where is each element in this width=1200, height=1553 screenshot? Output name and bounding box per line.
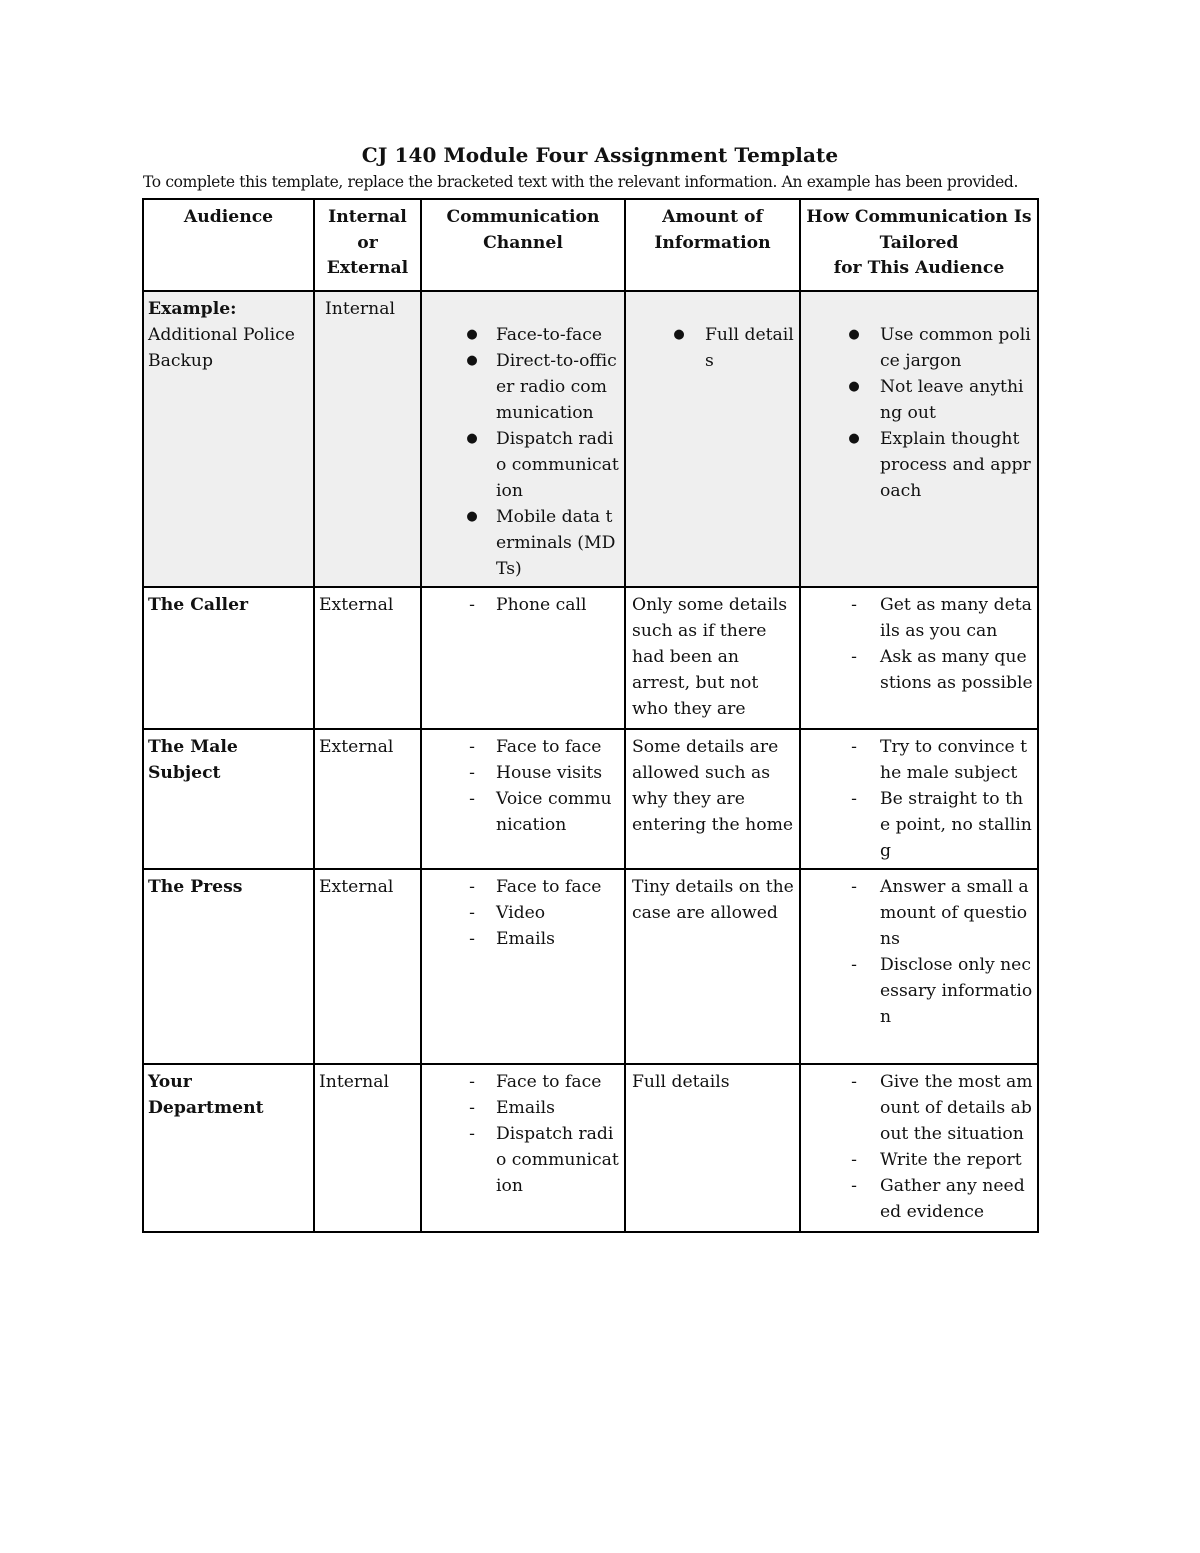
dash-icon: - xyxy=(851,1150,857,1170)
list-item-text: Disclose only necessary information xyxy=(880,955,1033,1027)
list-item xyxy=(426,426,620,504)
list-item xyxy=(805,426,1033,504)
header-amount-of-information: Amount of Information xyxy=(625,199,800,291)
tailored-list xyxy=(805,874,1033,1030)
list-item xyxy=(805,322,1033,374)
list-item-text: Mobile data terminals (MDTs) xyxy=(496,507,616,579)
list-item xyxy=(805,874,1033,952)
amount-cell: Only some details such as if there had been an arrest, but not who they are xyxy=(625,587,800,729)
list-item-text: Ask as many questions as possible xyxy=(880,647,1033,693)
assignment-table xyxy=(142,198,1039,1233)
list-item-text: Use common police jargon xyxy=(880,325,1031,371)
example-audience: Additional Police Backup xyxy=(148,325,295,371)
list-item xyxy=(805,786,1033,864)
table-row xyxy=(143,1064,1038,1232)
dash-icon: - xyxy=(851,1072,857,1092)
list-item-text: Phone call xyxy=(496,595,587,615)
example-amount-list xyxy=(630,322,795,374)
list-item xyxy=(426,1069,620,1095)
list-item-text: Voice communication xyxy=(496,789,612,835)
table-row xyxy=(143,729,1038,869)
list-item xyxy=(426,348,620,426)
list-item-text: Video xyxy=(496,903,546,923)
example-row xyxy=(143,291,1038,587)
header-audience: Audience xyxy=(143,199,314,291)
channel-cell xyxy=(421,587,625,729)
dash-icon: - xyxy=(469,763,475,783)
dash-icon: - xyxy=(469,903,475,923)
channel-list xyxy=(426,734,620,838)
list-item-text: Write the report xyxy=(880,1150,1022,1170)
dash-icon: - xyxy=(469,737,475,757)
list-item xyxy=(630,322,795,374)
list-item-text: Explain thought process and approach xyxy=(880,429,1031,501)
list-item xyxy=(426,504,620,582)
bullet-icon: ● xyxy=(466,353,478,368)
tailored-list xyxy=(805,592,1033,696)
amount-cell: Tiny details on the case are allowed xyxy=(625,869,800,1064)
list-item xyxy=(426,760,620,786)
example-tailored-list xyxy=(805,322,1033,504)
example-label: Example: xyxy=(148,299,237,319)
list-item-text: Dispatch radio communication xyxy=(496,429,619,501)
list-item xyxy=(426,734,620,760)
list-item-text: Be straight to the point, no stalling xyxy=(880,789,1032,861)
list-item xyxy=(426,322,620,348)
bullet-icon: ● xyxy=(848,379,860,394)
tailored-cell xyxy=(800,869,1038,1064)
list-item-text: Face to face xyxy=(496,1072,602,1092)
list-item xyxy=(805,952,1033,1030)
list-item xyxy=(805,644,1033,696)
audience-cell: The Caller xyxy=(143,587,314,729)
bullet-icon: ● xyxy=(466,509,478,524)
list-item-text: Face to face xyxy=(496,877,602,897)
bullet-icon: ● xyxy=(848,431,860,446)
list-item-text: Get as many details as you can xyxy=(880,595,1032,641)
list-item xyxy=(426,1095,620,1121)
list-item-text: Face to face xyxy=(496,737,602,757)
list-item xyxy=(426,786,620,838)
tailored-list xyxy=(805,1069,1033,1225)
tailored-list xyxy=(805,734,1033,864)
internal-external-cell: External xyxy=(314,729,421,869)
internal-external-cell: External xyxy=(314,869,421,1064)
header-communication-channel: Communication Channel xyxy=(421,199,625,291)
list-item xyxy=(805,592,1033,644)
example-tailored-cell xyxy=(800,291,1038,587)
list-item-text: Face-to-face xyxy=(496,325,603,345)
dash-icon: - xyxy=(851,789,857,809)
audience-cell: The Male Subject xyxy=(143,729,314,869)
list-item xyxy=(426,1121,620,1199)
example-channel-list xyxy=(426,322,620,582)
tailored-cell xyxy=(800,1064,1038,1232)
header-internal-external: Internal or External xyxy=(314,199,421,291)
page-title: CJ 140 Module Four Assignment Template xyxy=(361,143,839,167)
dash-icon: - xyxy=(469,1072,475,1092)
list-item xyxy=(426,592,620,618)
list-item-text: Direct-to-officer radio communication xyxy=(496,351,617,423)
list-item-text: House visits xyxy=(496,763,603,783)
channel-cell xyxy=(421,729,625,869)
list-item-text: Not leave anything out xyxy=(880,377,1024,423)
channel-list xyxy=(426,874,620,952)
audience-cell: Your Department xyxy=(143,1064,314,1232)
channel-list xyxy=(426,592,620,618)
tailored-cell xyxy=(800,587,1038,729)
list-item-text: Dispatch radio communication xyxy=(496,1124,619,1196)
amount-cell: Full details xyxy=(625,1064,800,1232)
table-row xyxy=(143,587,1038,729)
dash-icon: - xyxy=(851,595,857,615)
list-item xyxy=(805,1069,1033,1147)
dash-icon: - xyxy=(469,789,475,809)
internal-external-cell: Internal xyxy=(314,1064,421,1232)
audience-cell: The Press xyxy=(143,869,314,1064)
list-item-text: Full details xyxy=(705,325,794,371)
list-item xyxy=(805,1147,1033,1173)
bullet-icon: ● xyxy=(466,327,478,342)
example-channel-cell xyxy=(421,291,625,587)
bullet-icon: ● xyxy=(848,327,860,342)
bullet-icon: ● xyxy=(673,327,685,342)
internal-external-cell: External xyxy=(314,587,421,729)
list-item xyxy=(805,734,1033,786)
dash-icon: - xyxy=(851,955,857,975)
bullet-icon: ● xyxy=(466,431,478,446)
list-item xyxy=(426,900,620,926)
dash-icon: - xyxy=(469,877,475,897)
header-how-tailored: How Communication Is Tailored for This Audience xyxy=(800,199,1038,291)
list-item xyxy=(426,926,620,952)
dash-icon: - xyxy=(469,1124,475,1144)
list-item xyxy=(805,1173,1033,1225)
list-item-text: Emails xyxy=(496,1098,555,1118)
header-row xyxy=(143,199,1038,291)
channel-cell xyxy=(421,1064,625,1232)
list-item-text: Gather any needed evidence xyxy=(880,1176,1025,1222)
list-item-text: Answer a small amount of questions xyxy=(880,877,1029,949)
tailored-cell xyxy=(800,729,1038,869)
list-item-text: Try to convince the male subject xyxy=(880,737,1028,783)
example-audience-cell xyxy=(143,291,314,587)
list-item-text: Give the most amount of details about the situation xyxy=(880,1072,1033,1144)
dash-icon: - xyxy=(851,877,857,897)
list-item xyxy=(805,374,1033,426)
example-internal-external: Internal xyxy=(314,291,421,587)
dash-icon: - xyxy=(851,737,857,757)
list-item-text: Emails xyxy=(496,929,555,949)
table-row xyxy=(143,869,1038,1064)
dash-icon: - xyxy=(851,1176,857,1196)
channel-list xyxy=(426,1069,620,1199)
dash-icon: - xyxy=(469,1098,475,1118)
instructions-text: To complete this template, replace the bracketed text with the relevant information. An example has been provided. xyxy=(143,173,1019,191)
example-amount-cell xyxy=(625,291,800,587)
dash-icon: - xyxy=(851,647,857,667)
amount-cell: Some details are allowed such as why they are entering the home xyxy=(625,729,800,869)
dash-icon: - xyxy=(469,929,475,949)
dash-icon: - xyxy=(469,595,475,615)
channel-cell xyxy=(421,869,625,1064)
list-item xyxy=(426,874,620,900)
